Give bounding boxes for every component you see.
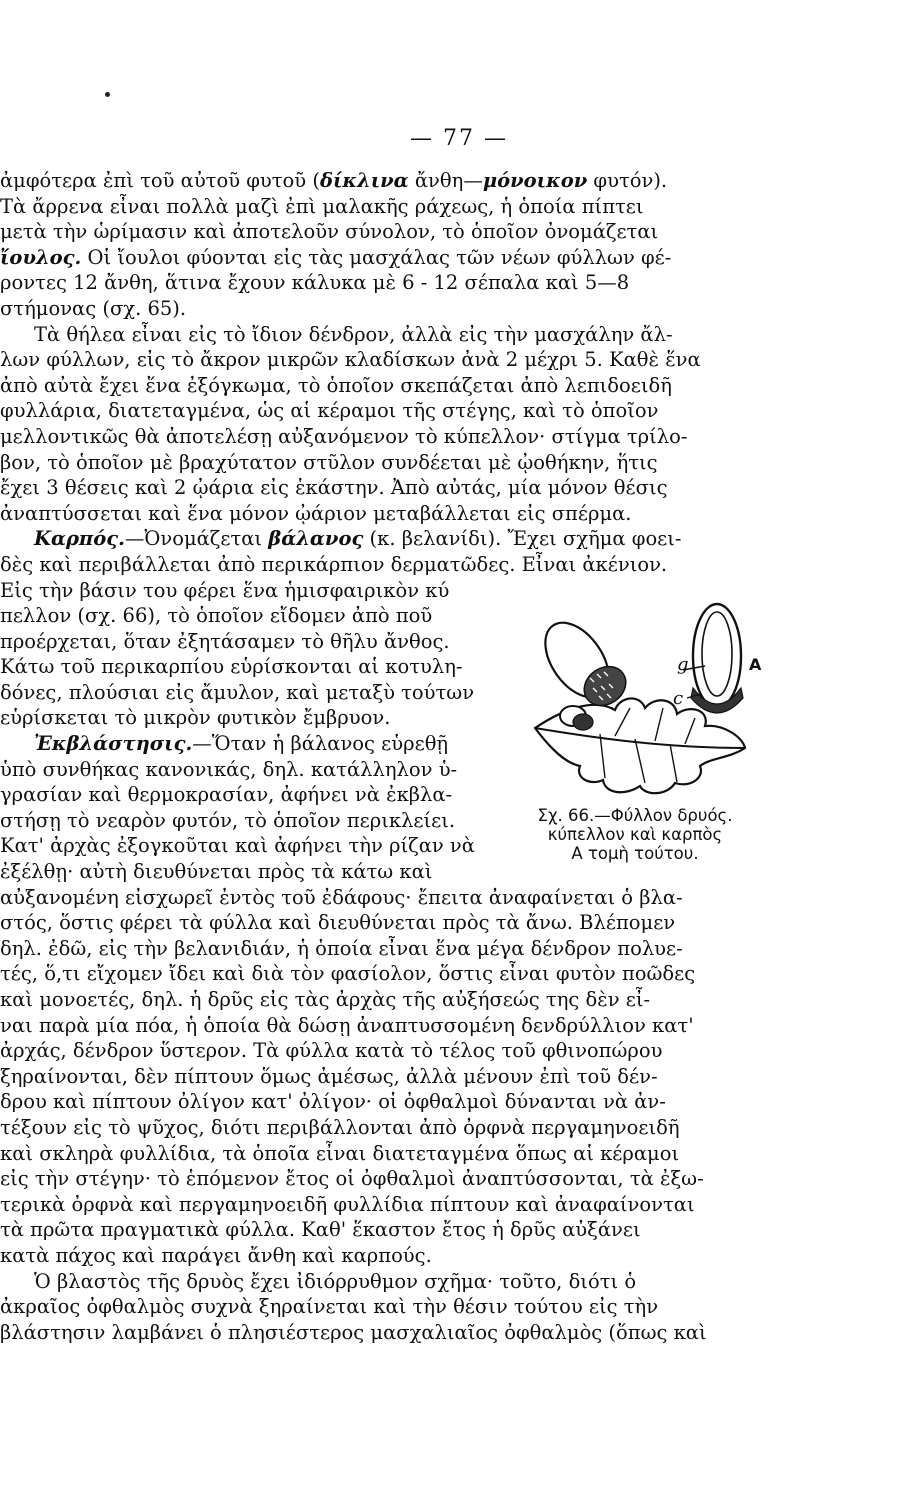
text-line: [0, 270, 770, 296]
emphasis-term: δίκλινα: [319, 169, 409, 192]
text-line: [0, 808, 500, 834]
page-number: — 77 —: [410, 126, 508, 151]
oak-leaf-illustration: [505, 598, 775, 808]
text-segment: ἐξέλθῃ· αὐτὴ διευθύνεται πρὸς τὰ κάτω καὶ: [0, 860, 433, 884]
text-segment: εἰς τὴν στέγην· τὸ ἑπόμενον ἔτος οἱ ὀφθαλμοὶ ἀναπτύσσονται, τὰ ἐξω-: [0, 1167, 704, 1191]
text-line: [0, 936, 770, 962]
text-line: [0, 961, 770, 987]
text-line: [0, 296, 770, 322]
label-c: c: [673, 688, 684, 709]
text-line: [0, 1038, 770, 1064]
text-segment: ἀναπτύσσεται καὶ ἕνα μόνον ᾠάριον μεταβάλλεται εἰς σπέρμα.: [0, 501, 632, 525]
text-line: [0, 603, 500, 629]
emphasis-term: μόνοικον: [482, 169, 588, 192]
text-line: [0, 833, 500, 859]
text-line: [0, 322, 770, 348]
text-segment: —Ὅταν ἡ βάλανος εὑρεθῇ: [192, 732, 449, 756]
text-line: [0, 1192, 770, 1218]
text-segment: εὑρίσκεται τὸ μικρὸν φυτικὸν ἔμβρυον.: [0, 706, 391, 730]
paragraph-block-wrapped: [0, 578, 500, 885]
paragraph-block-bottom: [0, 885, 770, 1346]
text-line: [0, 1089, 770, 1115]
caption-line-3: Α τομὴ τούτου.: [571, 844, 699, 863]
label-A: A: [749, 655, 762, 674]
text-segment: Τὰ θήλεα εἶναι εἰς τὸ ἴδιον δένδρον, ἀλλὰ εἰς τὴν μασχάλην ἄλ-: [34, 322, 673, 346]
text-segment: καὶ μονοετές, δηλ. ἡ δρῦς εἰς τὰς ἀρχὰς τῆς αὐξήσεώς της δὲν εἶ-: [0, 988, 651, 1011]
text-segment: τές, ὅ,τι εἴχομεν ἴδει καὶ διὰ τὸν φασίολον, ὅστις εἶναι φυτὸν ποῶδες: [0, 962, 696, 986]
text-segment: πελλον (σχ. 66), τὸ ὁποῖον εἴδομεν ἀπὸ ποῦ: [0, 604, 433, 628]
text-line: [0, 1115, 770, 1141]
text-line: [0, 987, 770, 1013]
text-line: [0, 731, 500, 757]
text-segment: ὑπὸ συνθήκας κανονικάς, δηλ. κατάλληλον ὑ-: [0, 757, 458, 781]
text-segment: καὶ σκληρὰ φυλλίδια, τὰ ὁποῖα εἶναι διατεταγμένα ὅπως αἱ κέραμοι: [0, 1141, 680, 1165]
text-line: [0, 450, 770, 476]
paragraph-block-top: [0, 168, 770, 578]
text-line: [0, 1013, 770, 1039]
acorn-section-inner: [702, 612, 732, 696]
text-line: [0, 680, 500, 706]
text-line: [0, 194, 770, 220]
text-segment: ξηραίνονται, δὲν πίπτουν ὅμως ἀμέσως, ἀλλὰ μένουν ἐπὶ τοῦ δέν-: [0, 1064, 658, 1088]
text-segment: γρασίαν καὶ θερμοκρασίαν, ἀφήνει νὰ ἐκβλα-: [0, 783, 453, 807]
text-segment: ἀρχάς, δένδρον ὕστερον. Τὰ φύλλα κατὰ τὸ τέλος τοῦ φθινοπώρου: [0, 1039, 663, 1063]
text-line: [0, 859, 500, 885]
caption-line-1: Σχ. 66.—Φύλλον δρυός.: [537, 806, 733, 825]
text-segment: στός, ὅστις φέρει τὰ φύλλα καὶ διευθύνεται πρὸς τὰ ἄνω. Βλέπομεν: [0, 911, 676, 935]
text-segment: φυτόν).: [587, 169, 668, 192]
text-line: [0, 910, 770, 936]
text-line: [0, 1294, 770, 1320]
text-line: [0, 501, 770, 527]
text-line: [0, 654, 500, 680]
text-segment: φυλλάρια, διατεταγμένα, ὡς αἱ κέραμοι τῆς στέγης, καὶ τὸ ὁποῖον: [0, 399, 659, 423]
label-g: g: [677, 654, 689, 675]
text-line: [0, 373, 770, 399]
text-line: [0, 347, 770, 373]
text-segment: μελλοντικῶς θὰ ἀποτελέσῃ αὐξανόμενον τὸ κύπελλον· στίγμα τρίλο-: [0, 424, 688, 448]
text-segment: ἔχει 3 θέσεις καὶ 2 ᾠάρια εἰς ἑκάστην. Ἀπὸ αὐτάς, μία μόνον θέσις: [0, 476, 668, 500]
text-segment: Ὁ βλαστὸς τῆς δρυὸς ἔχει ἰδιόρρυθμον σχῆμα· τοῦτο, διότι ὁ: [34, 1269, 637, 1293]
emphasis-term: Ἐκβλάστησις.: [34, 732, 193, 756]
text-line: [0, 424, 770, 450]
text-segment: δόνες, πλούσιαι εἰς ἄμυλον, καὶ μεταξὺ τούτων: [0, 680, 475, 704]
text-segment: προέρχεται, ὅταν ἐξητάσαμεν τὸ θῆλυ ἄνθος.: [0, 629, 450, 653]
text-line: [0, 1320, 770, 1346]
text-segment: δὲς καὶ περιβάλλεται ἀπὸ περικάρπιον δερματῶδες. Εἶναι ἀκένιον.: [0, 552, 668, 576]
text-segment: ροντες 12 ἄνθη, ἅτινα ἔχουν κάλυκα μὲ 6 - 12 σέπαλα καὶ 5—8: [0, 271, 630, 295]
text-line: [0, 782, 500, 808]
text-segment: ναι παρὰ μία πόα, ἡ ὁποία θὰ δώσῃ ἀναπτυσσομένη δενδρύλλιον κατ': [0, 1013, 694, 1037]
oak-leaf-midrib: [535, 728, 745, 748]
caption-line-2: κύπελλον καὶ καρπὸς: [547, 825, 723, 844]
text-line: [0, 168, 770, 194]
text-line: [0, 757, 500, 783]
print-speck: [105, 92, 110, 97]
text-segment: Κάτω τοῦ περικαρπίου εὑρίσκονται αἱ κοτυλη-: [0, 655, 463, 679]
text-segment: Οἱ ἴουλοι φύονται εἰς τὰς μασχάλας τῶν νέων φύλλων φέ-: [81, 245, 672, 269]
text-segment: αὐξανομένη εἰσχωρεῖ ἐντὸς τοῦ ἐδάφους· ἔπειτα ἀναφαίνεται ὁ βλα-: [0, 885, 683, 909]
text-segment: τέξουν εἰς τὸ ψῦχος, διότι περιβάλλονται ἀπὸ ὀρφνὰ περγαμηνοειδῆ: [0, 1115, 680, 1139]
text-segment: Εἰς τὴν βάσιν του φέρει ἕνα ἡμισφαιρικὸν κύ: [0, 578, 450, 602]
text-segment: τὰ πρῶτα πραγματικὰ φύλλα. Καθ' ἕκαστον ἔτος ἡ δρῦς αὐξάνει: [0, 1218, 641, 1242]
text-line: [0, 629, 500, 655]
text-line: [0, 1217, 770, 1243]
text-segment: —Ὀνομάζεται: [124, 527, 269, 551]
text-line: [0, 552, 770, 578]
text-segment: μετὰ τὴν ὡρίμασιν καὶ ἀποτελοῦν σύνολον, τὸ ὁποῖον ὀνομάζεται: [0, 220, 659, 244]
text-line: [0, 705, 500, 731]
text-segment: Τὰ ἄρρενα εἶναι πολλὰ μαζὶ ἐπὶ μαλακῆς ράχεως, ἡ ὁποία πίπτει: [0, 194, 644, 218]
text-line: [0, 1141, 770, 1167]
small-acorn-cup: [573, 714, 593, 730]
text-line: [0, 398, 770, 424]
text-line: [0, 578, 500, 604]
text-segment: βον, τὸ ὁποῖον μὲ βραχύτατον στῦλον συνδέεται μὲ ᾠοθήκην, ἥτις: [0, 450, 658, 474]
text-segment: Κατ' ἀρχὰς ἐξογκοῦται καὶ ἀφήνει τὴν ρίζαν νὰ: [0, 834, 475, 858]
emphasis-term: Καρπός.: [34, 527, 125, 551]
text-line: [0, 219, 770, 245]
text-line: [0, 526, 770, 552]
text-segment: (κ. βελανίδι). Ἔχει σχῆμα φοει-: [363, 527, 682, 551]
text-segment: δρου καὶ πίπτουν ὀλίγον κατ' ὀλίγον· οἱ ὀφθαλμοὶ δύνανται νὰ ἀν-: [0, 1090, 666, 1114]
text-segment: ἄνθη—: [408, 169, 483, 192]
text-segment: ἀκραῖος ὀφθαλμὸς συχνὰ ξηραίνεται καὶ τὴν θέσιν τούτου εἰς τὴν: [0, 1295, 659, 1319]
text-line: [0, 1064, 770, 1090]
text-line: [0, 1243, 770, 1269]
text-segment: στήσῃ τὸ νεαρὸν φυτόν, τὸ ὁποῖον περικλείει.: [0, 808, 456, 832]
text-segment: κατὰ πάχος καὶ παράγει ἄνθη καὶ καρπούς.: [0, 1243, 432, 1267]
figure-caption: [500, 806, 770, 863]
text-segment: ἀπὸ αὐτὰ ἔχει ἕνα ἐξόγκωμα, τὸ ὁποῖον σκεπάζεται ἀπὸ λεπιδοειδῆ: [0, 373, 672, 397]
text-segment: τερικὰ ὀρφνὰ καὶ περγαμηνοειδῆ φυλλίδια πίπτουν καὶ ἀναφαίνονται: [0, 1192, 695, 1216]
text-line: [0, 1269, 770, 1295]
text-line: [0, 475, 770, 501]
text-line: [0, 245, 770, 271]
emphasis-term: βάλανος: [268, 527, 364, 551]
text-segment: ἀμφότερα ἐπὶ τοῦ αὐτοῦ φυτοῦ (: [0, 169, 320, 192]
text-segment: δηλ. ἐδῶ, εἰς τὴν βελανιδιάν, ἡ ὁποία εἶναι ἕνα μέγα δένδρον πολυε-: [0, 936, 683, 960]
text-segment: βλάστησιν λαμβάνει ὁ πλησιέστερος μασχαλιαῖος ὀφθαλμὸς (ὅπως καὶ: [0, 1320, 707, 1344]
text-segment: λων φύλλων, εἰς τὸ ἄκρον μικρῶν κλαδίσκων ἀνὰ 2 μέχρι 5. Καθὲ ἕνα: [0, 348, 701, 372]
emphasis-term: ἴουλος.: [0, 245, 82, 269]
text-line: [0, 1166, 770, 1192]
text-segment: στήμονας (σχ. 65).: [0, 296, 187, 320]
